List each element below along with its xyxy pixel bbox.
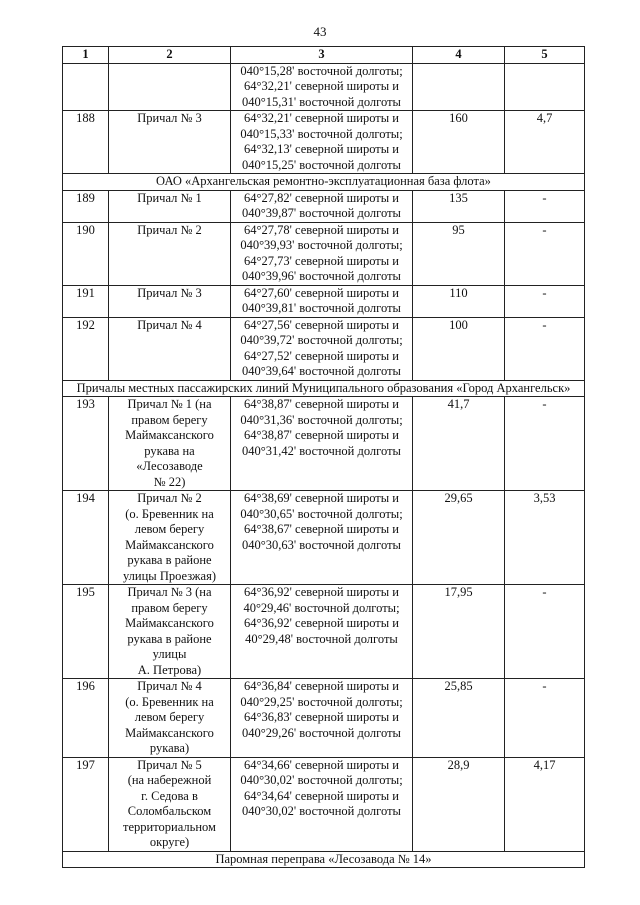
berth-name: Причал № 3 (на правом берегу Маймаксанского рукава в районе улицы А. Петрова) [109,585,231,679]
berth-name: Причал № 5 (на набережной г. Седова в Соломбальском территориальном округе) [109,757,231,851]
coordinates: 64°27,56' северной широты и 040°39,72' восточной долготы; 64°27,52' северной широты и 040°39,64' восточной долготы [231,317,413,380]
column-5-value: - [505,585,585,679]
row-number: 188 [63,111,109,174]
column-4-value: 110 [413,285,505,317]
row-number: 190 [63,222,109,285]
row-number: 189 [63,190,109,222]
column-5-value: - [505,190,585,222]
coordinates: 040°15,28' восточной долготы; 64°32,21' северной широты и 040°15,31' восточной долготы [231,63,413,111]
coordinates: 64°27,60' северной широты и 040°39,81' восточной долготы [231,285,413,317]
column-4-value: 95 [413,222,505,285]
coordinates: 64°27,82' северной широты и 040°39,87' восточной долготы [231,190,413,222]
section-heading: Причалы местных пассажирских линий Муниципального образования «Город Архангельск» [63,380,585,397]
column-5-value [505,63,585,111]
column-5-value: - [505,222,585,285]
header-cell: 1 [63,47,109,64]
row-number: 191 [63,285,109,317]
row-number: 195 [63,585,109,679]
berths-table [62,46,585,868]
table-row [63,190,585,222]
section-heading-row [63,174,585,191]
section-heading-row [63,380,585,397]
page-number: 43 [313,24,327,39]
row-number: 192 [63,317,109,380]
column-5-value: 4,7 [505,111,585,174]
column-5-value: - [505,397,585,491]
berth-name: Причал № 3 [109,111,231,174]
berth-name: Причал № 3 [109,285,231,317]
berth-name: Причал № 2 (о. Бревенник на левом берегу Маймаксанского рукава в районе улицы Проезжая) [109,491,231,585]
column-4-value: 29,65 [413,491,505,585]
column-5-value: 3,53 [505,491,585,585]
table-row [63,222,585,285]
section-heading: ОАО «Архангельская ремонтно-эксплуатационная база флота» [63,174,585,191]
column-4-value: 28,9 [413,757,505,851]
column-5-value: 4,17 [505,757,585,851]
column-4-value: 135 [413,190,505,222]
coordinates: 64°34,66' северной широты и 040°30,02' восточной долготы; 64°34,64' северной широты и 040°30,02' восточной долготы [231,757,413,851]
coordinates: 64°27,78' северной широты и 040°39,93' восточной долготы; 64°27,73' северной широты и 040°39,96' восточной долготы [231,222,413,285]
section-heading: Паромная переправа «Лесозавода № 14» [63,851,585,868]
row-number: 194 [63,491,109,585]
section-heading-row [63,851,585,868]
column-4-value: 25,85 [413,679,505,758]
berth-name: Причал № 4 (о. Бревенник на левом берегу Маймаксанского рукава) [109,679,231,758]
coordinates: 64°38,69' северной широты и 040°30,65' восточной долготы; 64°38,67' северной широты и 040°30,63' восточной долготы [231,491,413,585]
table-row [63,679,585,758]
header-cell: 3 [231,47,413,64]
header-cell: 2 [109,47,231,64]
berth-name: Причал № 2 [109,222,231,285]
berth-name: Причал № 1 [109,190,231,222]
row-number: 197 [63,757,109,851]
column-5-value: - [505,285,585,317]
header-cell: 4 [413,47,505,64]
header-cell: 5 [505,47,585,64]
column-5-value: - [505,679,585,758]
coordinates: 64°32,21' северной широты и 040°15,33' восточной долготы; 64°32,13' северной широты и 040°15,25' восточной долготы [231,111,413,174]
coordinates: 64°36,92' северной широты и 40°29,46' восточной долготы; 64°36,92' северной широты и 40°29,48' восточной долготы [231,585,413,679]
column-5-value: - [505,317,585,380]
row-number [63,63,109,111]
coordinates: 64°38,87' северной широты и 040°31,36' восточной долготы; 64°38,87' северной широты и 040°31,42' восточной долготы [231,397,413,491]
berth-name: Причал № 4 [109,317,231,380]
table-row [63,585,585,679]
column-4-value [413,63,505,111]
table-row [63,285,585,317]
table-row [63,397,585,491]
berth-name: Причал № 1 (на правом берегу Маймаксанского рукава на «Лесозаводе № 22) [109,397,231,491]
berths-table-body [63,47,585,868]
table-row [63,491,585,585]
table-row [63,317,585,380]
table-row [63,111,585,174]
column-4-value: 17,95 [413,585,505,679]
coordinates: 64°36,84' северной широты и 040°29,25' восточной долготы; 64°36,83' северной широты и 040°29,26' восточной долготы [231,679,413,758]
column-4-value: 100 [413,317,505,380]
berth-name [109,63,231,111]
column-4-value: 160 [413,111,505,174]
row-number: 196 [63,679,109,758]
row-number: 193 [63,397,109,491]
table-header-row [63,47,585,64]
table-row [63,757,585,851]
table-row [63,63,585,111]
column-4-value: 41,7 [413,397,505,491]
